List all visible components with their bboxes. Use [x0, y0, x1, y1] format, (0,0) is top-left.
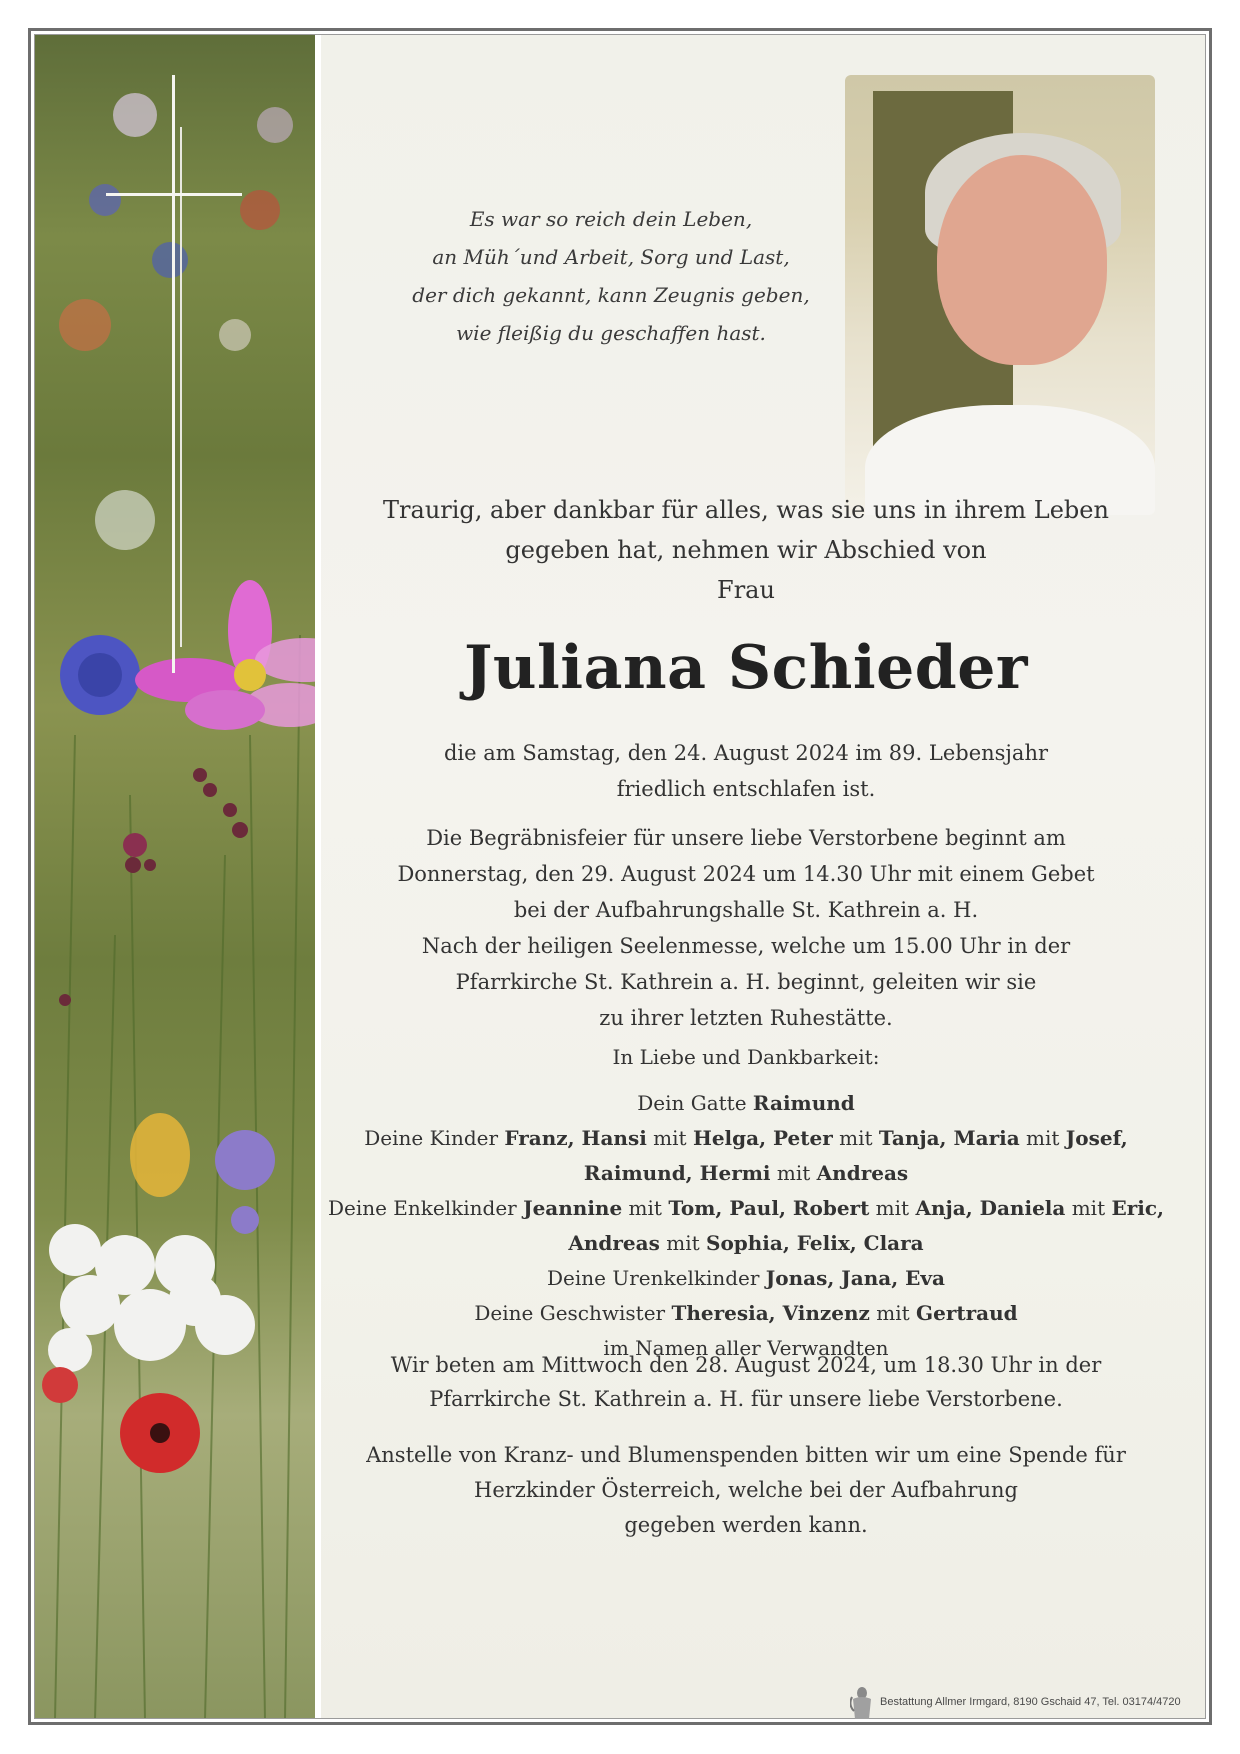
cross-icon [172, 75, 175, 673]
verse-line: an Müh´und Arbeit, Sorg und Last, [432, 245, 790, 269]
funeral-line: Donnerstag, den 29. August 2024 um 14.30 Uhr mit einem Gebet [397, 862, 1095, 886]
angel-logo-icon [850, 1685, 874, 1719]
family-list [286, 1086, 1206, 1366]
spouse-line: Dein Gatte Raimund [637, 1091, 855, 1115]
intro-line: Frau [717, 576, 775, 604]
undertaker-footer [850, 1685, 1181, 1719]
donation-line: Herzkinder Österreich, welche bei der Aufbahrung [474, 1478, 1018, 1502]
great-grandchildren-line: Deine Urenkelkinder Jonas, Jana, Eva [547, 1266, 945, 1290]
funeral-line: bei der Aufbahrungshalle St. Kathrein a. H. [513, 898, 979, 922]
wildflower-illustration [35, 35, 315, 1719]
intro-text [286, 490, 1206, 610]
death-line: friedlich entschlafen ist. [616, 777, 876, 801]
children-line: Deine Kinder Franz, Hansi mit Helga, Peter mit Tanja, Maria mit Josef, [364, 1126, 1128, 1150]
verse-line: wie fleißig du geschaffen hast. [456, 321, 766, 345]
love-heading: In Liebe und Dankbarkeit: [612, 1045, 880, 1069]
prayer-line: Pfarrkirche St. Kathrein a. H. für unsere liebe Verstorbene. [429, 1387, 1063, 1411]
intro-line: gegeben hat, nehmen wir Abschied von [505, 536, 987, 564]
intro-line: Traurig, aber dankbar für alles, was sie uns in ihrem Leben [383, 496, 1109, 524]
meadow-photo [35, 35, 315, 1718]
photo-face [937, 155, 1107, 365]
death-notice [286, 735, 1206, 807]
funeral-line: Pfarrkirche St. Kathrein a. H. beginnt, geleiten wir sie [455, 970, 1037, 994]
prayer-line: Wir beten am Mittwoch den 28. August 2024, um 18.30 Uhr in der [390, 1353, 1102, 1377]
relatives-closing: im Namen aller Verwandten [603, 1336, 889, 1360]
cross-bar [106, 193, 242, 196]
verse-line: Es war so reich dein Leben, [469, 207, 753, 231]
prayer-notice [286, 1348, 1206, 1416]
grandchildren-line: Deine Enkelkinder Jeannine mit Tom, Paul, Robert mit Anja, Daniela mit Eric, [327, 1196, 1165, 1220]
undertaker-contact: Bestattung Allmer Irmgard, 8190 Gschaid 47, Tel. 03174/4720 [880, 1696, 1181, 1708]
donation-line: Anstelle von Kranz- und Blumenspenden bitten wir um eine Spende für [366, 1443, 1126, 1467]
death-line: die am Samstag, den 24. August 2024 im 89. Lebensjahr [443, 741, 1049, 765]
donation-line: gegeben werden kann. [624, 1513, 868, 1537]
children-line: Raimund, Hermi mit Andreas [583, 1161, 909, 1185]
funeral-line: Nach der heiligen Seelenmesse, welche um 15.00 Uhr in der [421, 934, 1071, 958]
siblings-line: Deine Geschwister Theresia, Vinzenz mit Gertraud [474, 1301, 1018, 1325]
donation-notice [286, 1438, 1206, 1543]
memorial-verse [286, 200, 936, 352]
funeral-details [286, 820, 1206, 1036]
grandchildren-line: Andreas mit Sophia, Felix, Clara [568, 1231, 924, 1255]
verse-line: der dich gekannt, kann Zeugnis geben, [412, 283, 810, 307]
cross-shadow-line [180, 127, 182, 647]
funeral-line: Die Begräbnisfeier für unsere liebe Verstorbene beginnt am [426, 826, 1066, 850]
deceased-name: Juliana Schieder [463, 633, 1029, 703]
funeral-line: zu ihrer letzten Ruhestätte. [599, 1006, 893, 1030]
